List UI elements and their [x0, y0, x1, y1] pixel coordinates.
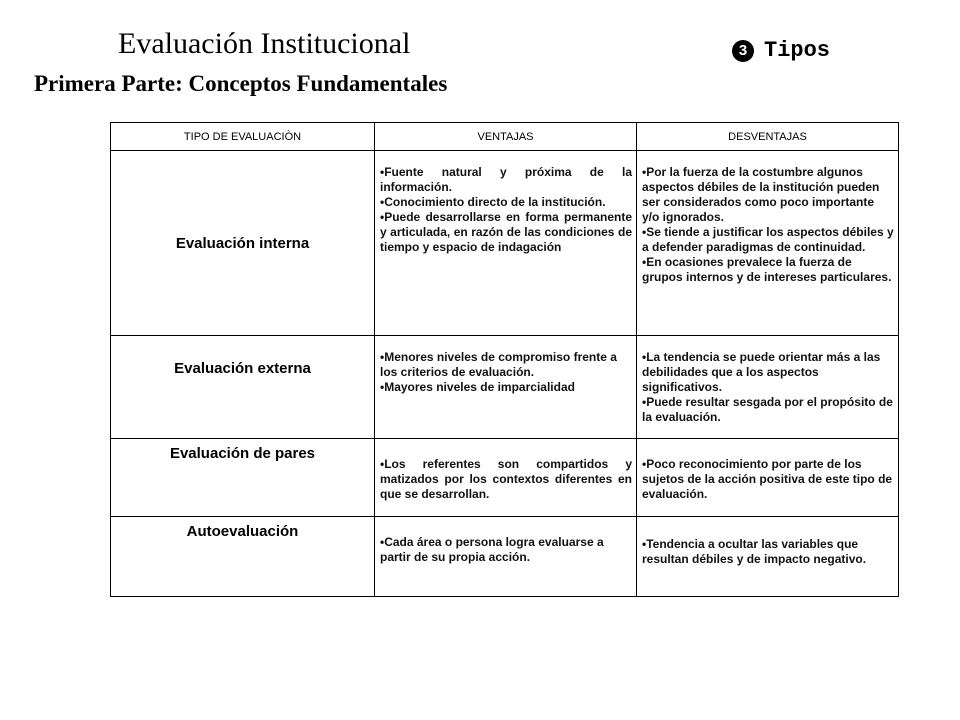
column-header-ventajas: VENTAJAS — [375, 123, 637, 151]
list-item: • Conocimiento directo de la institución. — [380, 195, 632, 210]
page-subtitle: Primera Parte: Conceptos Fundamentales — [34, 71, 448, 96]
desventajas-cell — [637, 439, 899, 517]
list-item: • En ocasiones prevalece la fuerza de grupos internos y de intereses particulares. — [642, 255, 894, 285]
list-item: • Mayores niveles de imparcialidad — [380, 380, 632, 395]
section-tag — [732, 36, 830, 66]
evaluation-types-table — [110, 122, 899, 597]
desventajas-cell — [637, 151, 899, 336]
row-type-label: Evaluación interna — [111, 151, 375, 336]
list-item: • Puede resultar sesgada por el propósito de la evaluación. — [642, 395, 894, 425]
ventajas-cell — [375, 517, 637, 597]
list-item: • Los referentes son compartidos y matizados por los contextos diferentes en que se desarrollan. — [380, 457, 632, 502]
table-row — [111, 336, 899, 439]
table-row — [111, 517, 899, 597]
row-type-label: Evaluación de pares — [111, 439, 375, 517]
row-type-label: Evaluación externa — [111, 336, 375, 439]
desventajas-cell — [637, 517, 899, 597]
list-item: • Cada área o persona logra evaluarse a partir de su propia acción. — [380, 535, 632, 565]
column-header-type: TIPO DE EVALUACIÒN — [111, 123, 375, 151]
table-row — [111, 151, 899, 336]
list-item: • Fuente natural y próxima de la información. — [380, 165, 632, 195]
list-item: • Tendencia a ocultar las variables que resultan débiles y de impacto negativo. — [642, 537, 894, 567]
list-item: • Por la fuerza de la costumbre algunos aspectos débiles de la institución pueden ser considerados como poco importante y/o ignorados. — [642, 165, 894, 225]
table-row — [111, 439, 899, 517]
list-item: • Poco reconocimiento por parte de los sujetos de la acción positiva de este tipo de evaluación. — [642, 457, 894, 502]
table-header-row — [111, 123, 899, 151]
list-item: • Puede desarrollarse en forma permanente y articulada, en razón de las condiciones de tiempo y espacio de indagación — [380, 210, 632, 255]
number-badge-icon: 3 — [732, 40, 754, 62]
list-item: • La tendencia se puede orientar más a las debilidades que a los aspectos significativos. — [642, 350, 894, 395]
desventajas-cell — [637, 336, 899, 439]
page-title: Evaluación Institucional — [118, 27, 411, 60]
column-header-desventajas: DESVENTAJAS — [637, 123, 899, 151]
list-item: • Se tiende a justificar los aspectos débiles y a defender paradigmas de continuidad. — [642, 225, 894, 255]
row-type-label: Autoevaluación — [111, 517, 375, 597]
ventajas-cell — [375, 151, 637, 336]
ventajas-cell — [375, 439, 637, 517]
section-label: Tipos — [764, 38, 831, 63]
ventajas-cell — [375, 336, 637, 439]
list-item: • Menores niveles de compromiso frente a los criterios de evaluación. — [380, 350, 632, 380]
